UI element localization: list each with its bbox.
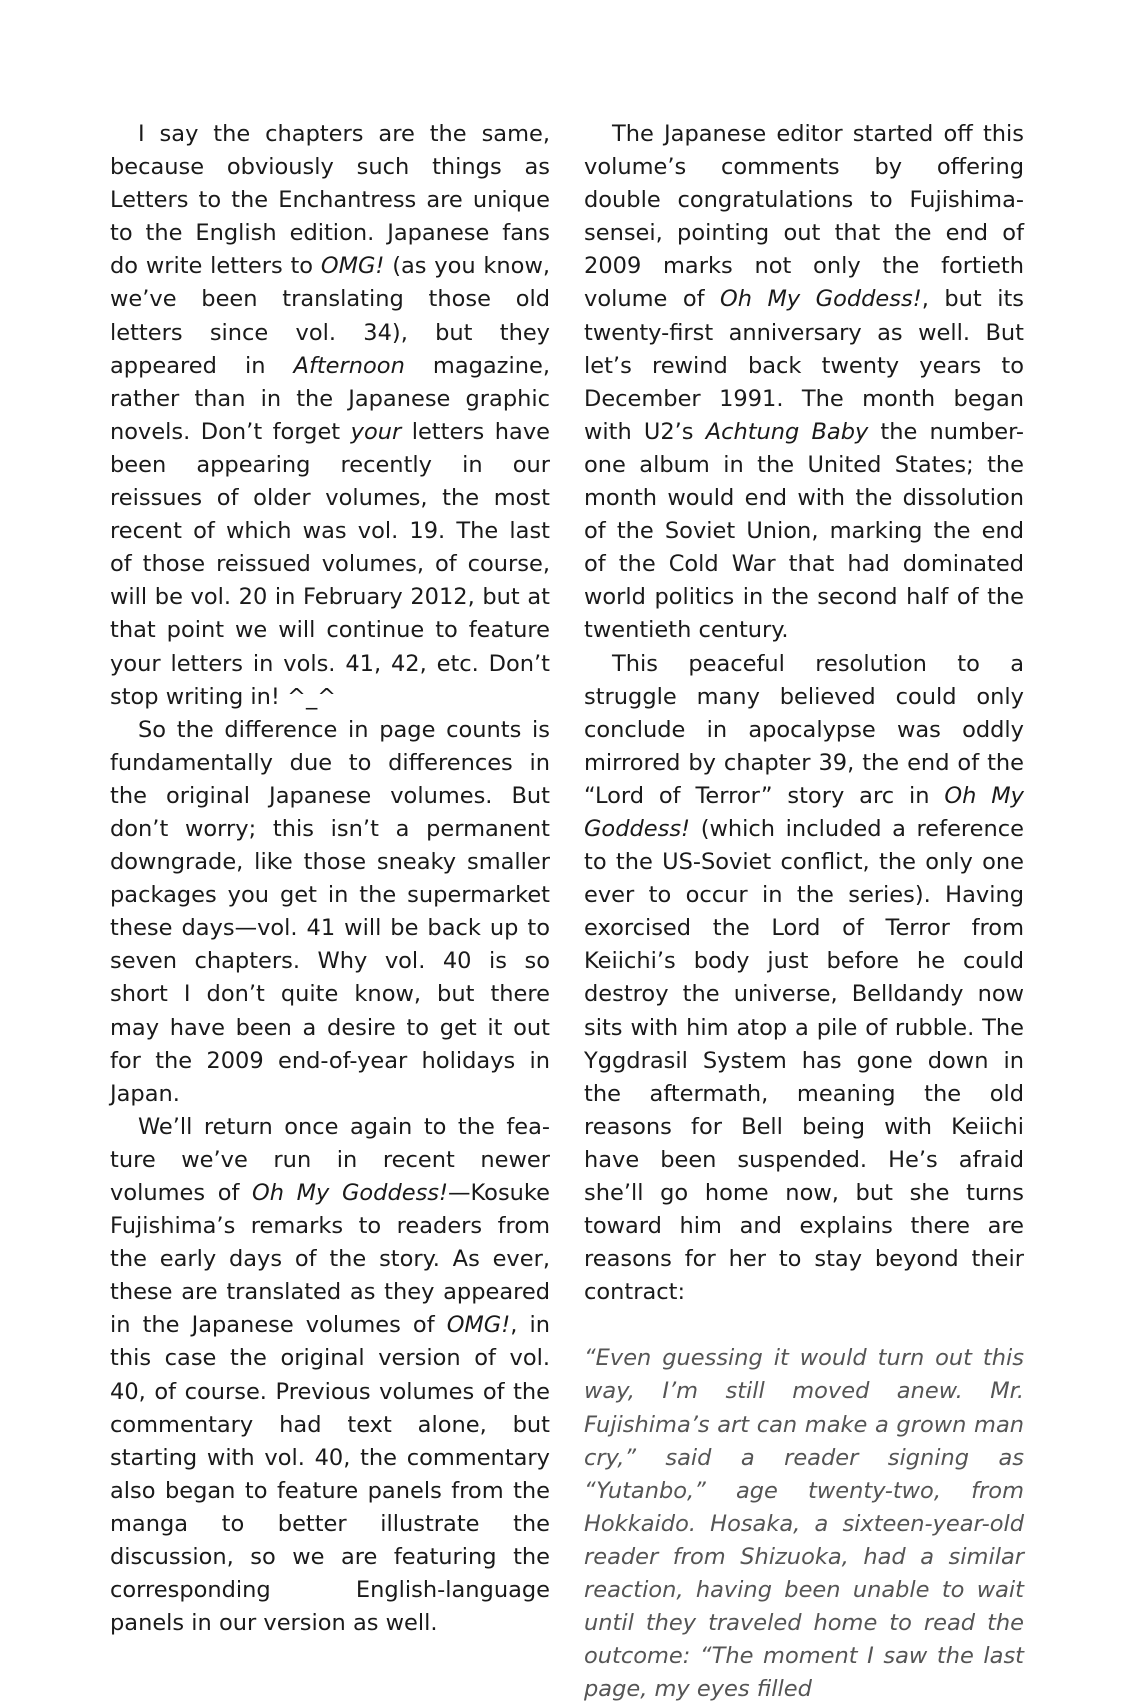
paragraph-editor-congratulations: The Japanese editor started off this volume’s comments by offering double congratulations to Fujishima-sensei, pointing out that the end of 2009 marks not only the fortieth volume of Oh My Goddess!, but its twenty-first anniversary as well. But let’s rewind back twenty years to December 1991. The month began with U2’s Achtung Baby the number-one album in the United States; the month would end with the dissolution of the Soviet Union, marking the end of the Cold War that had dominated world politics in the second half of the twentieth century. bbox=[584, 121, 1024, 644]
reader-quote: “Even guessing it would turn out this way, I’m still moved anew. Mr. Fujishima’s art can make a grown man cry,” said a reader signing as “Yutanbo,” age twenty-two, from Hokkaido. Hosaka, a sixteen-year-old reader from Shizuoka, had a similar reaction, having been unable to wait until they traveled home to read the outcome: “The moment I saw the last page, my eyes filled bbox=[584, 1345, 1024, 1703]
paragraph-chapters-same: I say the chapters are the same, because obviously such things as Letters to the Enchantress are unique to the English edition. Japanese fans do write letters to OMG! (as you know, we’ve been translating those old letters since vol. 34), but they appeared in Afternoon magazine, rather than in the Japanese graphic novels. Don’t forget your letters have been appearing recently in our reissues of older volumes, the most recent of which was vol. 19. The last of those reissued volumes, of course, will be vol. 20 in February 2012, but at that point we will continue to feature your letters in vols. 41, 42, etc. Don’t stop writing in! ^_^ bbox=[110, 121, 550, 710]
right-column bbox=[584, 118, 1024, 1706]
paragraph-return-feature: We’ll return once again to the feature we’ve run in recent newer volumes of Oh My Goddess!—Kosuke Fujishima’s remarks to readers from the early days of the story. As ever, these are translated as they appeared in the Japanese volumes of OMG!, in this case the original version of vol. 40, of course. Previous volumes of the commentary had text alone, but starting with vol. 40, the commentary also began to feature panels from the manga to better illustrate the discussion, so we are featuring the corresponding English-language panels in our version as well. bbox=[110, 1113, 550, 1637]
paragraph-page-counts: So the difference in page counts is fundamentally due to differences in the original Japanese volumes. But don’t worry; this isn’t a permanent downgrade, like those sneaky smaller packages you get in the supermarket these days—vol. 41 will be back up to seven chapters. Why vol. 40 is so short I don’t quite know, but there may have been a desire to get it out for the 2009 end-of-year holidays in Japan. bbox=[110, 716, 550, 1107]
paragraph-peaceful-resolution: This peaceful resolution to a struggle many believed could only conclude in apocalypse was oddly mirrored by chapter 39, the end of the “Lord of Terror” story arc in Oh My Goddess! (which included a reference to the US-Soviet conflict, the only one ever to occur in the series). Having exorcised the Lord of Terror from Keiichi’s body just before he could destroy the universe, Belldandy now sits with him atop a pile of rubble. The Yggdrasil System has gone down in the aftermath, meaning the old reasons for Bell being with Keiichi have been suspended. He’s afraid she’ll go home now, but she turns toward him and explains there are reasons for her to stay beyond their contract: bbox=[584, 650, 1024, 1306]
left-column bbox=[110, 118, 550, 1640]
